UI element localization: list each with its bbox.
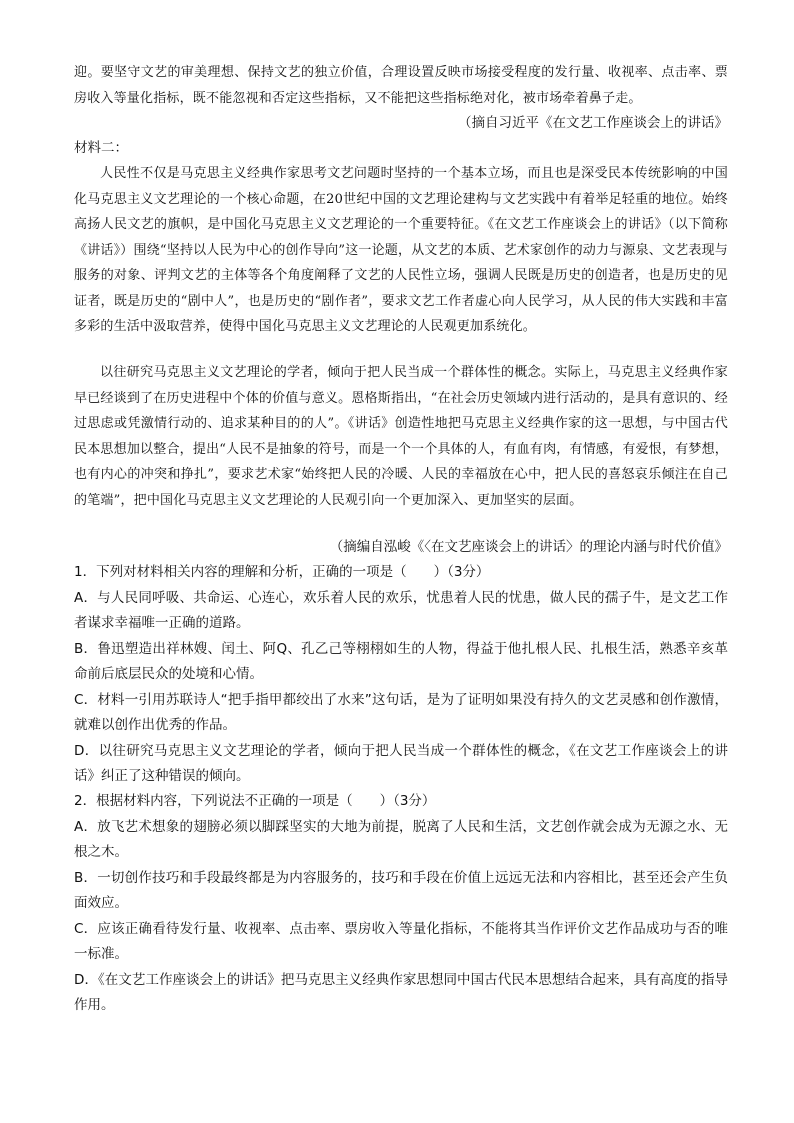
material1-source: （摘自习近平《在文艺工作座谈会上的讲话》 [458, 115, 728, 131]
option-a: A．与人民同呼吸、共命运、心连心，欢乐着人民的欢乐，忧患着人民的忧患，做人民的孺子牛，是文艺工作者谋求幸福唯一正确的道路。 [74, 589, 728, 631]
option-d: D．以往研究马克思主义文艺理论的学者，倾向于把人民当成一个群体性的概念，《在文艺工作座谈会上的讲话》纠正了这种错误的倾向。 [74, 742, 728, 784]
option-c: C．材料一引用苏联诗人“把手指甲都绞出了水来”这句话，是为了证明如果没有持久的文艺灵感和创作激情，就难以创作出优秀的作品。 [74, 691, 728, 733]
question-stem: 2．根据材料内容，下列说法不正确的一项是（ ）（3分） [74, 793, 436, 809]
question-1 [74, 560, 728, 790]
option-a: A．放飞艺术想象的翅膀必须以脚踩坚实的大地为前提，脱离了人民和生活，文艺创作就会成为无源之水、无根之木。 [74, 818, 728, 860]
material2-paragraph-2: 以往研究马克思主义文艺理论的学者，倾向于把人民当成一个群体性的概念。实际上，马克思主义经典作家早已经谈到了在历史进程中个体的价值与意义。恩格斯指出，“在社会历史领域内进行活动的，是具有意识的、经过思虑或凭激情行动的、追求某种目的的人”。《讲话》创造性地把马克思主义经典作家的这一思想，与中国古代民本思想加以整合，提出“人民不是抽象的符号，而是一个一个具体的人，有血有肉，有情感，有爱恨，有梦想，也有内心的冲突和挣扎”，要求艺术家“始终把人民的冷暖、人民的幸福放在心中，把人民的喜怒哀乐倾注在自己的笔端”，把中国化马克思主义文艺理论的人民观引向一个更加深入、更加坚实的层面。 [74, 365, 728, 508]
option-b: B．鲁迅塑造出祥林嫂、闰土、阿Q、孔乙己等栩栩如生的人物，得益于他扎根人民、扎根生活，熟悉辛亥革命前后底层民众的处境和心情。 [74, 640, 728, 682]
material2-heading: 材料二： [74, 140, 128, 156]
material2-paragraph-1: 人民性不仅是马克思主义经典作家思考文艺问题时坚持的一个基本立场，而且也是深受民本传统影响的中国化马克思主义文艺理论的一个核心命题，在20世纪中国的文艺理论建构与文艺实践中有着举足轻重的地位。始终高扬人民文艺的旗帜，是中国化马克思主义文艺理论的一个重要特征。《在文艺工作座谈会上的讲话》（以下简称《讲话》）围绕“坚持以人民为中心的创作导向”这一论题，从文艺的本质、艺术家创作的动力与源泉、文艺表现与服务的对象、评判文艺的主体等各个角度阐释了文艺的人民性立场，强调人民既是历史的创造者，也是历史的见证者，既是历史的“剧中人”，也是历史的“剧作者”，要求文艺工作者虚心向人民学习，从人民的伟大实践和丰富多彩的生活中汲取营养，使得中国化马克思主义文艺理论的人民观更加系统化。 [74, 166, 728, 334]
material1-tail: 迎。要坚守文艺的审美理想、保持文艺的独立价值，合理设置反映市场接受程度的发行量、收视率、点击率、票房收入等量化指标，既不能忽视和否定这些指标，又不能把这些指标绝对化，被市场牵着鼻子走。 [74, 65, 728, 106]
question-2 [74, 789, 728, 1019]
option-d: D．《在文艺工作座谈会上的讲话》把马克思主义经典作家思想同中国古代民本思想结合起来，具有高度的指导作用。 [74, 971, 728, 1013]
material2-source: （摘编自泓峻《〈在文艺座谈会上的讲话〉的理论内涵与时代价值》 [329, 539, 728, 555]
option-c: C．应该正确看待发行量、收视率、点击率、票房收入等量化指标，不能将其当作评价文艺作品成功与否的唯一标准。 [74, 920, 728, 962]
question-stem: 1．下列对材料相关内容的理解和分析，正确的一项是（ ）（3分） [74, 564, 490, 580]
option-b: B．一切创作技巧和手段最终都是为内容服务的，技巧和手段在价值上远远无法和内容相比，甚至还会产生负面效应。 [74, 869, 728, 911]
